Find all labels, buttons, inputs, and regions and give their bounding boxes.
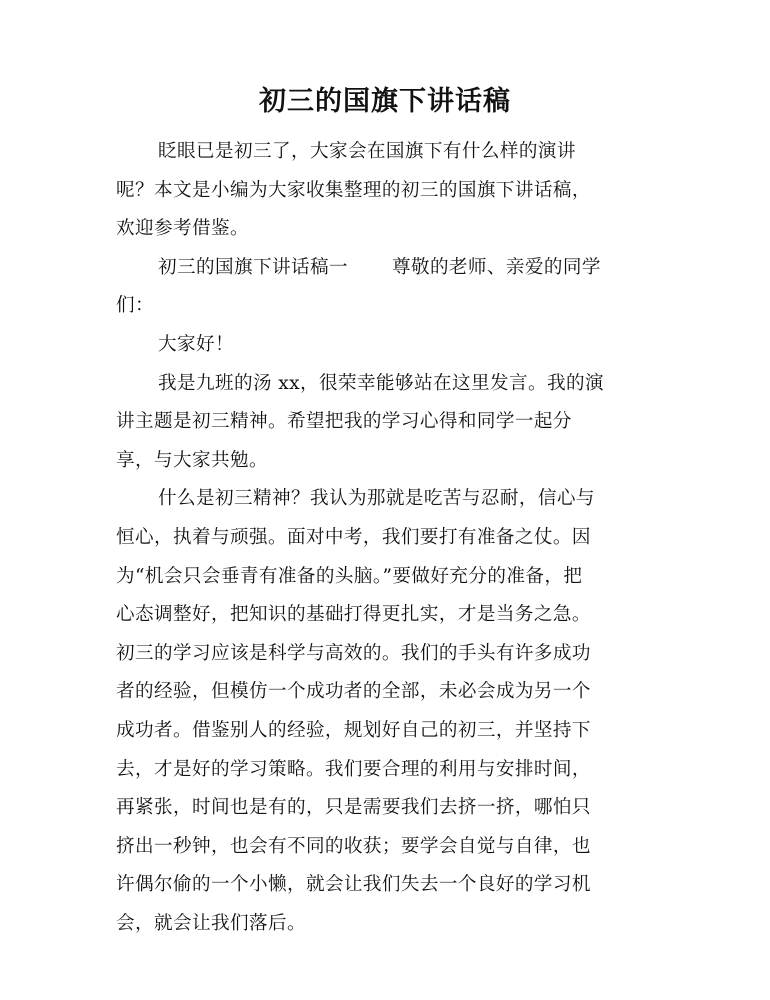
salutation: 尊敬的老师、亲爱的同学 xyxy=(391,256,601,278)
text-line: 为“机会只会垂青有准备的头脑。”要做好充分的准备，把 xyxy=(116,565,583,587)
paragraph-self-intro xyxy=(116,365,644,481)
text-line: 享，与大家共勉。 xyxy=(116,449,268,471)
text-line: 呢？本文是小编为大家收集整理的初三的国旗下讲话稿， xyxy=(116,179,591,201)
text-line: 成功者。借鉴别人的经验，规划好自己的初三，并坚持下 xyxy=(116,719,591,741)
text-line: 初三的学习应该是科学与高效的。我们的手头有许多成功 xyxy=(116,642,591,664)
paragraph-spirit xyxy=(116,480,644,943)
text-line: 者的经验，但模仿一个成功者的全部，未必会成为另一个 xyxy=(116,681,591,703)
document-body xyxy=(116,133,644,943)
section-heading: 初三的国旗下讲话稿一 xyxy=(158,256,348,278)
paragraph-intro xyxy=(116,133,644,249)
text-line: 再紧张，时间也是有的，只是需要我们去挤一挤，哪怕只 xyxy=(116,797,591,819)
text-line: 许偶尔偷的一个小懒，就会让我们失去一个良好的学习机 xyxy=(116,874,591,896)
text-line: 欢迎参考借鉴。 xyxy=(116,218,249,240)
text-line: 恒心，执着与顽强。面对中考，我们要打有准备之仗。因 xyxy=(116,526,591,548)
text-line: 什么是初三精神？我认为那就是吃苦与忍耐，信心与 xyxy=(158,488,595,510)
text-line: 大家好！ xyxy=(158,333,234,355)
text-line: 挤出一秒钟，也会有不同的收获；要学会自觉与自律，也 xyxy=(116,835,591,857)
text-line xyxy=(116,249,644,288)
text-line: 们： xyxy=(116,295,154,317)
text-line: 心态调整好，把知识的基础打得更扎实，才是当务之急。 xyxy=(116,604,591,626)
document-title: 初三的国旗下讲话稿 xyxy=(259,86,511,117)
text-line: 去，才是好的学习策略。我们要合理的利用与安排时间， xyxy=(116,758,591,780)
text-line: 眨眼已是初三了，大家会在国旗下有什么样的演讲 xyxy=(158,141,576,162)
text-line: 讲主题是初三精神。希望把我的学习心得和同学一起分 xyxy=(116,411,572,433)
text-line: 我是九班的汤 xx，很荣幸能够站在这里发言。我的演 xyxy=(158,372,604,394)
text-line: 会，就会让我们落后。 xyxy=(116,912,306,934)
paragraph-hello xyxy=(116,326,644,365)
paragraph-heading-greeting xyxy=(116,249,644,326)
